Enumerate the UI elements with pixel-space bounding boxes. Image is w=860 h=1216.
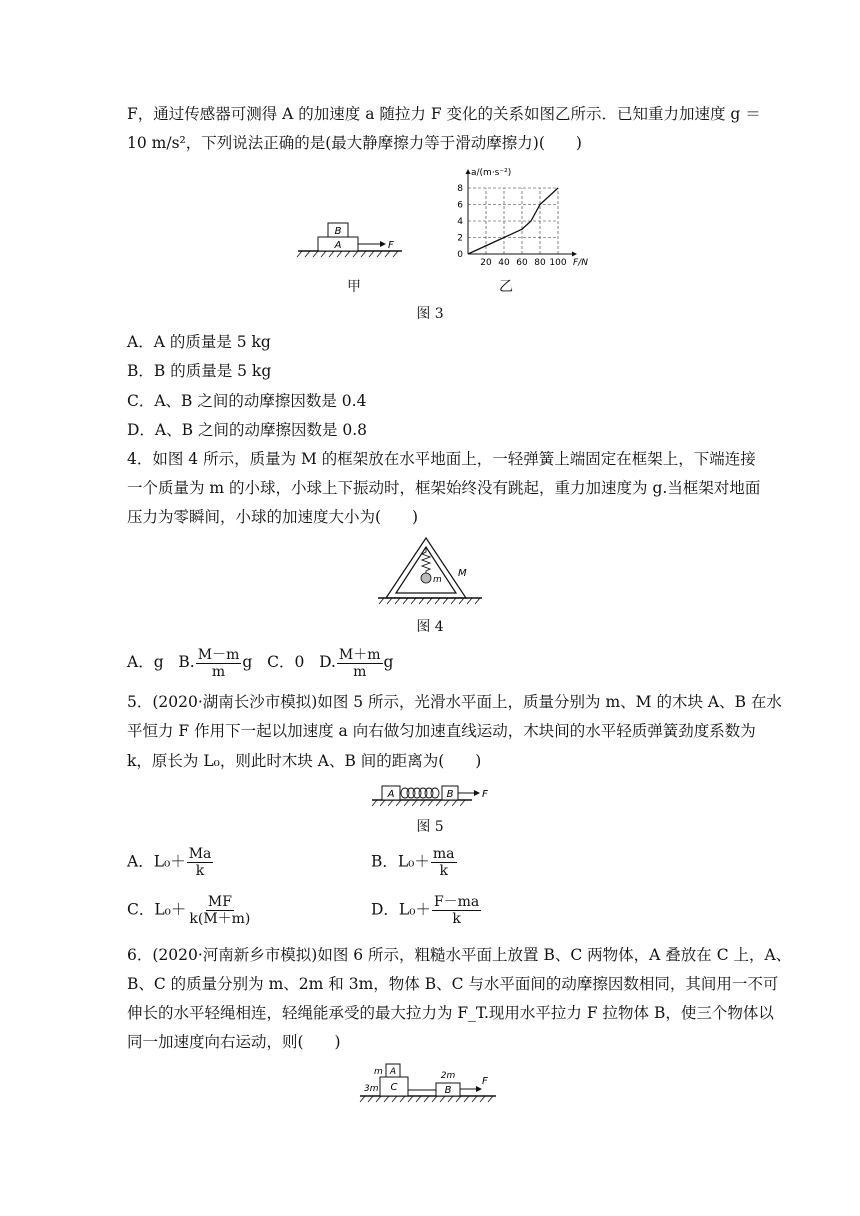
q5-option-a-den: k xyxy=(195,863,205,879)
y-axis-label: a/(m·s⁻²) xyxy=(471,168,512,178)
figure-3a-blocks xyxy=(296,218,408,260)
q5-option-d-num: F－ma xyxy=(433,894,480,910)
x-tick-label: 20 xyxy=(480,258,492,268)
q4-line-3: 压力为零瞬间，小球的加速度大小为( ) xyxy=(127,508,419,526)
q5-option-c-fraction xyxy=(187,894,252,927)
q4-line-2: 一个质量为 m 的小球，小球上下振动时，框架始终没有跳起，重力加速度为 g.当框架对地面 xyxy=(127,479,761,497)
q5-option-d-den: k xyxy=(452,911,461,927)
q6-line-3: 伸长的水平轻绳相连，轻绳能承受的最大拉力为 F_T.现用水平拉力 F 拉物体 B，使三个物体以 xyxy=(127,1004,774,1022)
q5-option-c xyxy=(127,894,253,927)
figure-4-frame xyxy=(376,534,486,606)
q5-option-b-fraction xyxy=(431,846,457,879)
q4-option-b-suffix: g xyxy=(242,653,253,671)
figure-6-blocks xyxy=(356,1060,504,1104)
q3-option-a: A．A 的质量是 5 kg xyxy=(127,333,271,351)
x-tick-label: 40 xyxy=(498,258,510,268)
label-c: C xyxy=(390,1082,398,1093)
figure-3b-caption: 乙 xyxy=(499,279,513,295)
label-3m: 3m xyxy=(364,1084,379,1094)
y-tick-label: 2 xyxy=(457,233,463,244)
x-tick-label: 100 xyxy=(549,258,567,268)
q3-intro-line-2: 10 m/s²，下列说法正确的是(最大静摩擦力等于滑动摩擦力)( ) xyxy=(127,134,582,152)
q4-option-a: A．g xyxy=(127,653,164,671)
figure-3a-caption: 甲 xyxy=(347,279,361,295)
y-tick-label: 8 xyxy=(457,184,463,194)
label-b: B xyxy=(444,1085,452,1096)
q5-option-b-num: ma xyxy=(432,846,455,862)
force-f-label: F xyxy=(388,240,394,251)
ball-m-label: m xyxy=(433,575,442,585)
q5-option-d-fraction xyxy=(432,894,481,927)
block-b-label: B xyxy=(334,226,342,237)
block-b-label: B xyxy=(446,789,454,800)
q5-option-d-prefix: D．L₀＋ xyxy=(371,900,431,919)
label-a: A xyxy=(389,1067,397,1077)
q4-option-d-prefix: D. xyxy=(319,653,336,671)
figure-5-spring-blocks xyxy=(370,780,496,808)
label-m: m xyxy=(374,1067,383,1077)
q5-line-3: k，原长为 L₀，则此时木块 A、B 间的距离为( ) xyxy=(127,752,482,770)
q4-line-1: 4．如图 4 所示，质量为 M 的框架放在水平地面上，一轻弹簧上端固定在框架上，下端连接 xyxy=(127,450,756,468)
q6-line-4: 同一加速度向右运动，则( ) xyxy=(127,1033,341,1051)
q4-option-b-den: m xyxy=(211,663,226,680)
q3-intro-line-1: F，通过传感器可测得 A 的加速度 a 随拉力 F 变化的关系如图乙所示．已知重力加速度 g ＝ xyxy=(127,105,761,123)
q5-option-c-num: MF xyxy=(207,894,232,910)
q3-option-c: C．A、B 之间的动摩擦因数是 0.4 xyxy=(127,392,367,410)
force-f-label: F xyxy=(482,1076,488,1087)
y-tick-label: 4 xyxy=(457,217,463,227)
y-tick-label: 6 xyxy=(457,200,463,211)
y-axis-arrow xyxy=(466,169,471,174)
q4-options xyxy=(127,645,393,680)
q5-line-1: 5．(2020·湖南长沙市模拟)如图 5 所示，光滑水平面上，质量分别为 m、M 的木块 A、B 在水 xyxy=(127,693,782,711)
x-axis-arrow xyxy=(572,252,577,257)
q4-option-b-num: M－m xyxy=(197,646,240,663)
q5-option-c-den: k(M＋m) xyxy=(189,911,251,927)
figure-5-caption: 图 5 xyxy=(416,819,444,835)
q5-option-a-prefix: A．L₀＋ xyxy=(127,852,186,871)
q4-option-d-den: m xyxy=(353,663,367,680)
q4-option-b-prefix: B. xyxy=(178,653,195,671)
q6-line-1: 6．(2020·河南新乡市模拟)如图 6 所示，粗糙水平面上放置 B、C 两物体，A 叠放在 C 上，A、 xyxy=(127,946,792,964)
x-axis-label: F/N xyxy=(573,258,588,268)
frame-m-label: M xyxy=(458,568,467,579)
q5-option-d xyxy=(371,894,482,927)
x-tick-label: 60 xyxy=(516,258,528,268)
block-a-label: A xyxy=(387,789,395,800)
q4-option-d-num: M＋m xyxy=(338,646,381,663)
q4-option-d-suffix: g xyxy=(383,653,394,671)
figure-3b-chart xyxy=(440,164,590,270)
figure-4-caption: 图 4 xyxy=(416,619,444,635)
q5-option-a-fraction xyxy=(187,846,214,879)
q5-option-b-den: k xyxy=(439,863,448,879)
force-f-label: F xyxy=(482,789,488,800)
q5-option-b xyxy=(371,846,458,879)
q4-option-d-fraction xyxy=(337,647,383,680)
block-a-label: A xyxy=(334,240,342,251)
q5-option-a-num: Ma xyxy=(188,846,212,862)
q5-option-a xyxy=(127,846,214,879)
q4-option-b-fraction xyxy=(196,647,242,680)
q6-line-2: B、C 的质量分别为 m、2m 和 3m，物体 B、C 与水平面间的动摩擦因数相同，其间用一不可 xyxy=(127,975,779,993)
figure-3-caption: 图 3 xyxy=(416,306,444,322)
x-tick-label: 80 xyxy=(534,258,546,268)
q5-option-b-prefix: B．L₀＋ xyxy=(371,852,430,871)
q4-option-c: C．0 xyxy=(267,653,305,671)
q3-option-d: D．A、B 之间的动摩擦因数是 0.8 xyxy=(127,421,368,439)
label-2m: 2m xyxy=(440,1071,456,1081)
q5-line-2: 平恒力 F 作用下一起以加速度 a 向右做匀加速直线运动，木块间的水平轻质弹簧劲度系数为 xyxy=(127,722,756,740)
q3-option-b: B．B 的质量是 5 kg xyxy=(127,362,272,380)
q5-option-c-prefix: C．L₀＋ xyxy=(127,900,187,919)
y-tick-label: 0 xyxy=(457,250,463,260)
